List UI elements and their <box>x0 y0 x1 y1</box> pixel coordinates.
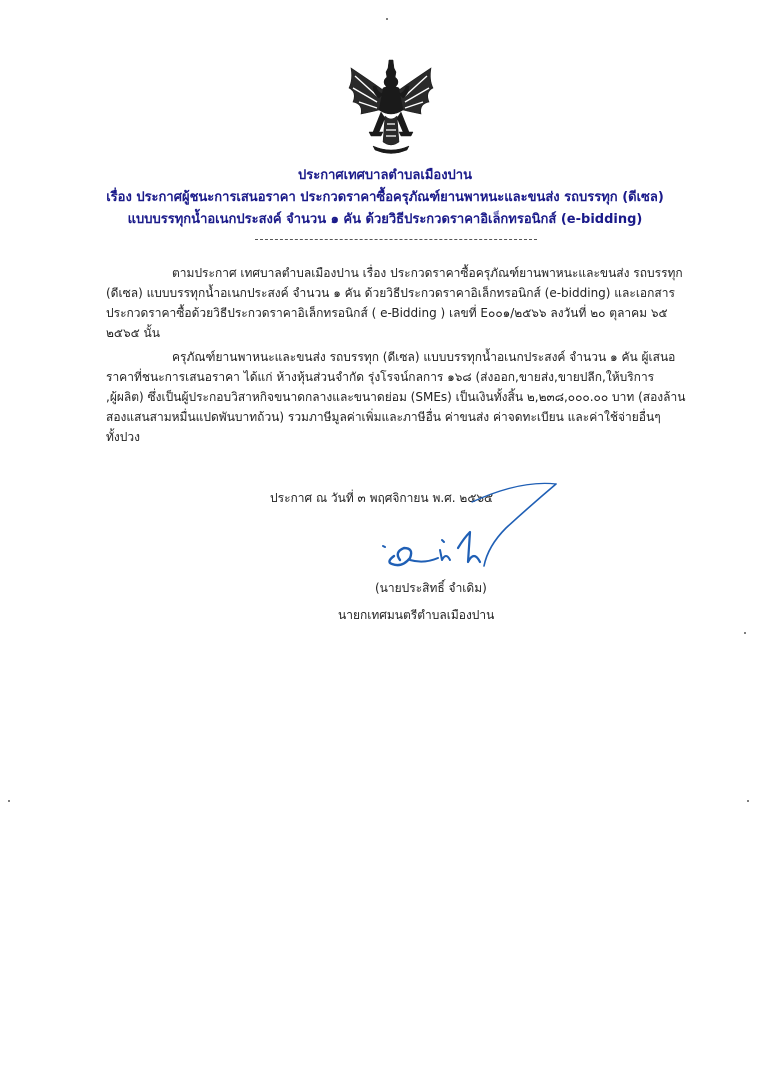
paragraph-line: ทั้งปวง <box>106 430 140 444</box>
paragraph-line: ประกวดราคาซื้อด้วยวิธีประกวดราคาอิเล็กทรอนิกส์ ( e-Bidding ) เลขที่ E๐๐๑/๒๕๖๖ ลงวันที่ ๒๐ ตุลาคม ๖๕ <box>106 306 668 320</box>
paragraph-line: ๒๕๖๕ นั้น <box>106 326 160 340</box>
divider <box>255 239 537 240</box>
scan-speck <box>386 18 388 20</box>
signer-position: นายกเทศมนตรีตำบลเมืองปาน <box>338 608 495 622</box>
paragraph-line: ,ผู้ผลิต) ซึ่งเป็นผู้ประกอบวิสาหกิจขนาดกลางและขนาดย่อม (SMEs) เป็นเงินทั้งสิ้น ๒,๒๓๘,๐๐๐.๐๐ บาท (สองล้าน <box>106 390 686 404</box>
signer-name: (นายประสิทธิ์ จำเดิม) <box>375 581 487 595</box>
announcement-subject-continued: แบบบรรทุกน้ำอเนกประสงค์ จำนวน ๑ คัน ด้วยวิธีประกวดราคาอิเล็กทรอนิกส์ (e-bidding) <box>127 212 643 227</box>
signature-mark <box>380 478 560 578</box>
scan-speck <box>8 800 10 802</box>
body-paragraph-1 <box>106 263 683 343</box>
scan-speck <box>747 800 749 802</box>
paragraph-line: ตามประกาศ เทศบาลตำบลเมืองปาน เรื่อง ประกวดราคาซื้อครุภัณฑ์ยานพาหนะและขนส่ง รถบรรทุก <box>172 266 683 280</box>
garuda-emblem-icon <box>343 58 439 158</box>
scan-speck <box>744 632 746 634</box>
paragraph-line: (ดีเซล) แบบบรรทุกน้ำอเนกประสงค์ จำนวน ๑ คัน ด้วยวิธีประกวดราคาอิเล็กทรอนิกส์ (e-bidding) และเอกสาร <box>106 286 675 300</box>
paragraph-line: ครุภัณฑ์ยานพาหนะและขนส่ง รถบรรทุก (ดีเซล) แบบบรรทุกน้ำอเนกประสงค์ จำนวน ๑ คัน ผู้เสนอ <box>172 350 676 364</box>
announcement-title: ประกาศเทศบาลตำบลเมืองปาน <box>298 168 472 183</box>
body-paragraph-2 <box>106 347 686 447</box>
announcement-subject: เรื่อง ประกาศผู้ชนะการเสนอราคา ประกวดราคาซื้อครุภัณฑ์ยานพาหนะและขนส่ง รถบรรทุก (ดีเซล) <box>106 190 664 205</box>
announcement-date: ประกาศ ณ วันที่ ๓ พฤศจิกายน พ.ศ. ๒๕๖๕ <box>270 491 494 505</box>
paragraph-line: ราคาที่ชนะการเสนอราคา ได้แก่ ห้างหุ้นส่วนจำกัด รุ่งโรจน์กลการ ๑๖๘ (ส่งออก,ขายส่ง,ขายปลีก,ให้บริการ <box>106 370 655 384</box>
paragraph-line: สองแสนสามหมื่นแปดพันบาทถ้วน) รวมภาษีมูลค่าเพิ่มและภาษีอื่น ค่าขนส่ง ค่าจดทะเบียน และค่าใช้จ่ายอื่นๆ <box>106 410 661 424</box>
